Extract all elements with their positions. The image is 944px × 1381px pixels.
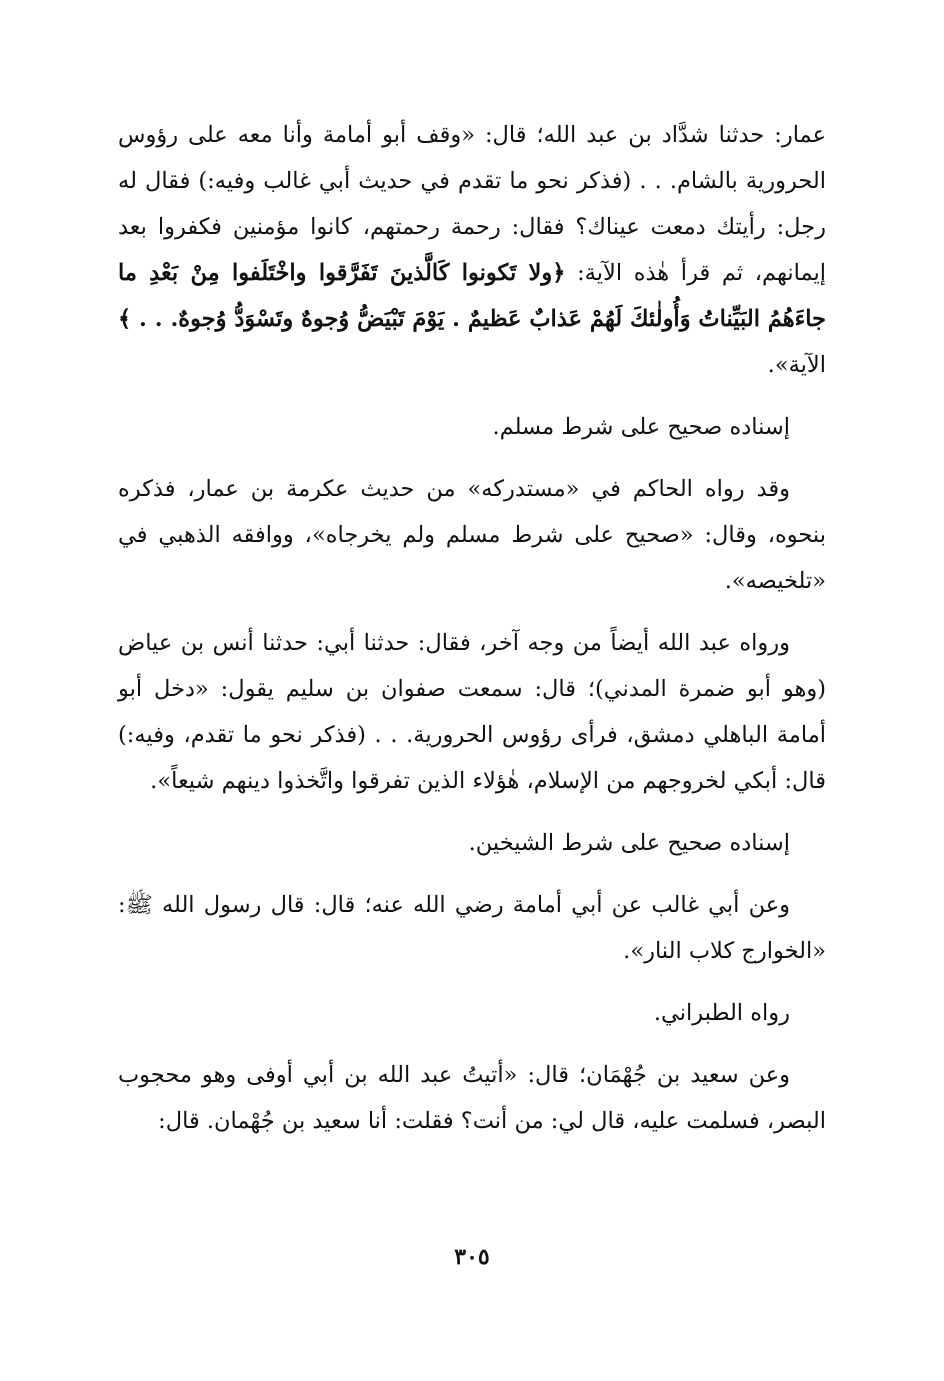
- paragraph-abdullah-narration: [118, 620, 826, 804]
- paragraph-hadith-shaddad: [118, 112, 826, 388]
- paragraph-isnad-shaykhayn: [118, 820, 826, 866]
- paragraph-text: إسناده صحيح على شرط الشيخين.: [468, 830, 790, 856]
- paragraph-text: وعن سعيد بن جُهْمَان؛ قال: «أتيتُ عبد الله بن أبي أوفى وهو محجوب البصر، فسلمت عليه، قال لي: من أنت؟ فقلت: أنا سعيد بن جُهْمان. قال:: [118, 1062, 826, 1134]
- paragraph-isnad-muslim: [118, 404, 826, 450]
- paragraph-gap: [118, 388, 826, 404]
- paragraph-text: الآية».: [767, 352, 826, 378]
- paragraph-saeed-jumhan: [118, 1052, 826, 1144]
- paragraph-gap: [118, 1036, 826, 1052]
- paragraph-text: ورواه عبد الله أيضاً من وجه آخر، فقال: حدثنا أبي: حدثنا أنس بن عياض (وهو أبو ضمرة المدني)؛ قال: سمعت صفوان بن سليم يقول: «دخل أبو أمامة الباهلي دمشق، فرأى رؤوس الحرورية. . . (فذكر نحو ما تقدم، وفيه:) قال: أبكي لخروجهم من الإسلام، هٰؤلاء الذين تفرقوا واتَّخذوا دينهم شيعاً».: [118, 630, 826, 794]
- paragraph-gap: [118, 866, 826, 882]
- paragraph-text: وعن أبي غالب عن أبي أمامة رضي الله عنه؛ قال: قال رسول الله ﷺ: «الخوارج كلاب النار».: [118, 892, 826, 964]
- quran-verse: ﴿ولا تَكونوا كَالَّذينَ تَفَرَّقوا واخْتَلَفوا مِنْ بَعْدِ ما جاءَهُمُ البَيِّناتُ وَأُولٰئكَ لَهُمْ عَذابٌ عَظيمٌ . يَوْمَ تَبْيَضُّ وُجوهٌ وتَسْوَدُّ وُجوهٌ. . . ﴾: [118, 260, 826, 332]
- paragraph-text: رواه الطبراني.: [653, 1000, 790, 1026]
- paragraph-gap: [118, 450, 826, 466]
- paragraph-gap: [118, 974, 826, 990]
- paragraph-gap: [118, 604, 826, 620]
- page-number: ٣٠٥: [454, 1244, 490, 1270]
- paragraph-text: وقد رواه الحاكم في «مستدركه» من حديث عكرمة بن عمار، فذكره بنحوه، وقال: «صحيح على شرط مسلم ولم يخرجاه»، ووافقه الذهبي في «تلخيصه».: [118, 476, 826, 594]
- paragraph-text: عمار: حدثنا شدَّاد بن عبد الله؛ قال: «وقف أبو أمامة وأنا معه على رؤوس الحرورية بالشام. . . (فذكر نحو ما تقدم في حديث أبي غالب وفيه:) فقال له رجل: رأيتك دمعت عيناك؟ فقال: رحمة رحمتهم، كانوا مؤمنين فكفروا بعد إيمانهم، ثم قرأ هٰذه الآية:: [118, 122, 826, 286]
- paragraph-text: إسناده صحيح على شرط مسلم.: [492, 414, 790, 440]
- book-page: [118, 112, 826, 1144]
- paragraph-khawarij-hadith: [118, 882, 826, 974]
- paragraph-tabarani: [118, 990, 826, 1036]
- paragraph-hakim-mustadrak: [118, 466, 826, 604]
- paragraph-gap: [118, 804, 826, 820]
